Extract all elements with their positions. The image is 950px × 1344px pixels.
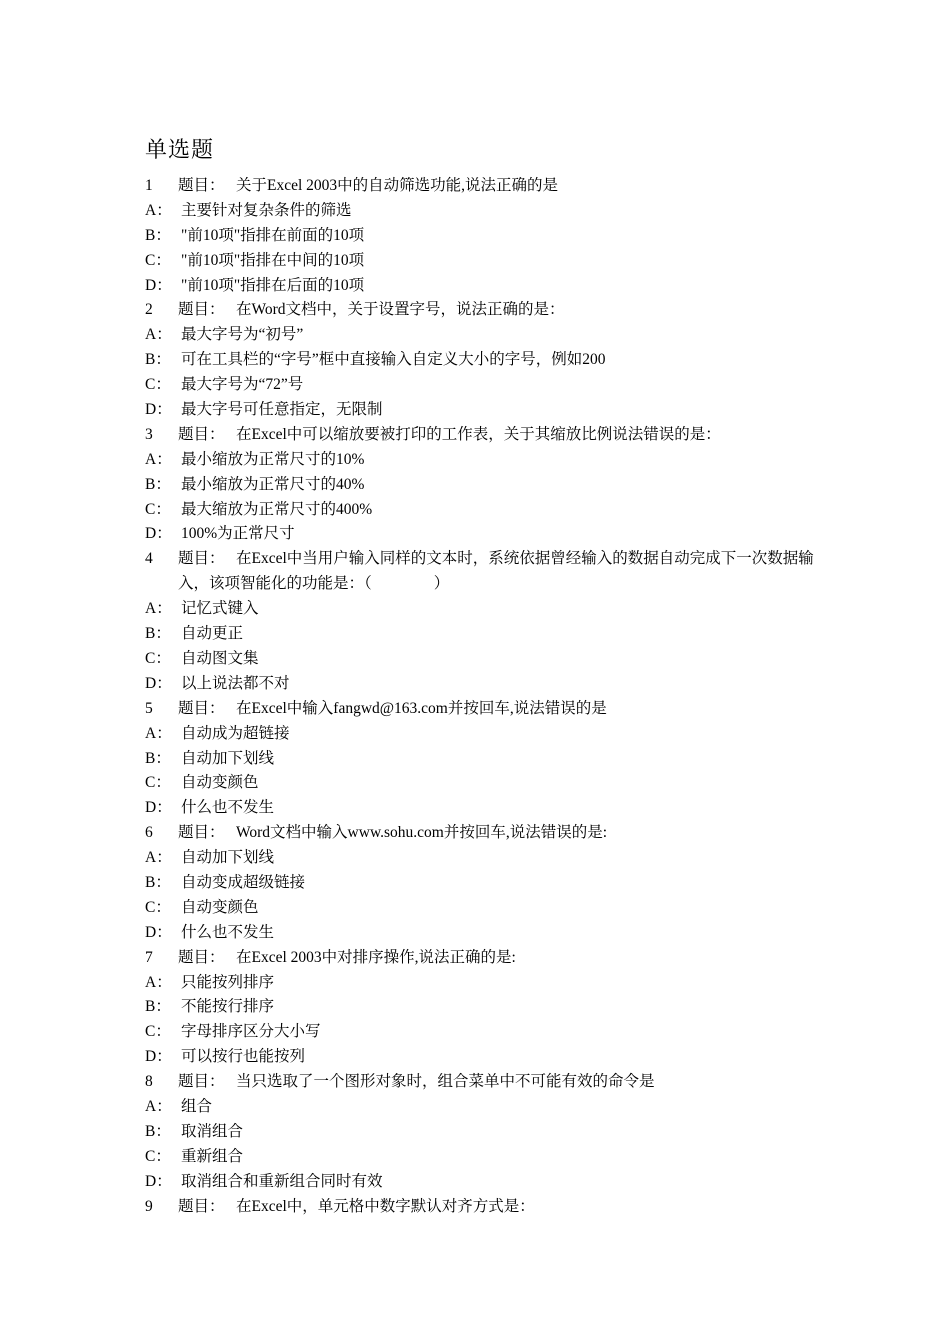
question-label: 题目： <box>178 699 225 717</box>
question-label: 题目： <box>178 550 225 568</box>
option-label: D： <box>145 276 172 294</box>
option-d <box>145 398 815 423</box>
question-number: 4 <box>145 550 153 568</box>
option-label: C： <box>145 649 171 667</box>
option-b <box>145 747 815 772</box>
option-label: B： <box>145 625 171 643</box>
option-c <box>145 498 815 523</box>
option-text: 自动成为超链接 <box>181 724 290 742</box>
option-b <box>145 224 815 249</box>
option-text: 自动变颜色 <box>181 898 259 916</box>
question-label: 题目： <box>178 177 225 194</box>
option-d <box>145 1170 815 1195</box>
question-5 <box>145 697 815 722</box>
option-text: 取消组合 <box>181 1122 244 1140</box>
option-label: A： <box>145 724 172 742</box>
option-text: "前10项"指排在后面的10项 <box>181 276 365 294</box>
option-text: 自动加下划线 <box>181 749 275 767</box>
option-label: D： <box>145 799 172 817</box>
question-text: 在Excel中当用户输入同样的文本时，系统依据曾经输入的数据自动完成下一次数据输入，该项智能化的功能是：（ ） <box>178 550 814 593</box>
option-text: 字母排序区分大小写 <box>181 1023 321 1041</box>
option-b <box>145 871 815 896</box>
question-list <box>145 174 815 1219</box>
option-c <box>145 647 815 672</box>
option-label: A： <box>145 326 172 344</box>
option-a <box>145 971 815 996</box>
option-text: 以上说法都不对 <box>181 674 290 692</box>
option-text: 最大字号为“初号” <box>181 326 304 344</box>
option-label: B： <box>145 351 171 369</box>
question-7 <box>145 946 815 971</box>
option-a <box>145 846 815 871</box>
option-label: D： <box>145 923 172 941</box>
option-b <box>145 995 815 1020</box>
option-text: 100%为正常尺寸 <box>181 525 295 543</box>
option-label: D： <box>145 525 172 543</box>
option-text: 什么也不发生 <box>181 799 275 817</box>
option-a <box>145 323 815 348</box>
option-a <box>145 722 815 747</box>
option-c <box>145 249 815 274</box>
option-label: A： <box>145 1097 172 1115</box>
question-number: 5 <box>145 699 153 717</box>
option-d <box>145 672 815 697</box>
option-label: B： <box>145 749 171 767</box>
question-text: 在Excel中可以缩放要被打印的工作表，关于其缩放比例说法错误的是： <box>236 425 721 443</box>
question-3 <box>145 423 815 448</box>
option-c <box>145 896 815 921</box>
question-label: 题目： <box>178 425 225 443</box>
option-text: 自动图文集 <box>181 649 259 667</box>
question-text: 关于Excel 2003中的自动筛选功能,说法正确的是 <box>236 177 559 194</box>
option-c <box>145 373 815 398</box>
option-c <box>145 1145 815 1170</box>
option-label: B： <box>145 475 171 493</box>
option-text: 主要针对复杂条件的筛选 <box>181 201 352 219</box>
option-b <box>145 473 815 498</box>
section-title: 单选题 <box>145 138 215 163</box>
question-number: 3 <box>145 425 153 443</box>
question-number: 8 <box>145 1073 153 1091</box>
option-text: 组合 <box>181 1097 213 1115</box>
option-text: 记忆式键入 <box>181 600 259 618</box>
option-label: B： <box>145 873 171 891</box>
option-b <box>145 348 815 373</box>
option-label: C： <box>145 376 171 394</box>
question-8 <box>145 1070 815 1095</box>
option-label: C： <box>145 898 171 916</box>
option-text: 只能按列排序 <box>181 973 275 991</box>
question-text: 在Excel中输入fangwd@163.com并按回车,说法错误的是 <box>236 699 607 717</box>
option-text: 不能按行排序 <box>181 998 275 1016</box>
question-text: Word文档中输入www.sohu.com并按回车,说法错误的是: <box>236 824 608 842</box>
option-label: D： <box>145 1048 172 1066</box>
question-label: 题目： <box>178 301 225 319</box>
question-1 <box>145 174 815 199</box>
option-c <box>145 771 815 796</box>
option-label: A： <box>145 849 172 867</box>
option-label: B： <box>145 998 171 1016</box>
question-4 <box>145 547 815 597</box>
question-number: 6 <box>145 824 153 842</box>
question-label: 题目： <box>178 1197 225 1215</box>
option-d <box>145 522 815 547</box>
option-text: 可以按行也能按列 <box>181 1048 306 1066</box>
option-b <box>145 1120 815 1145</box>
option-b <box>145 622 815 647</box>
option-label: A： <box>145 600 172 618</box>
option-d <box>145 1045 815 1070</box>
option-text: 自动加下划线 <box>181 849 275 867</box>
option-text: 最小缩放为正常尺寸的10% <box>181 450 365 468</box>
option-a <box>145 597 815 622</box>
question-6 <box>145 821 815 846</box>
option-label: D： <box>145 401 172 419</box>
question-number: 2 <box>145 301 153 319</box>
option-label: A： <box>145 450 172 468</box>
option-text: 最大缩放为正常尺寸的400% <box>181 500 373 518</box>
question-text: 在Excel中，单元格中数字默认对齐方式是： <box>236 1197 535 1215</box>
option-label: A： <box>145 201 172 219</box>
option-text: 最大字号为“72”号 <box>181 376 304 394</box>
option-label: C： <box>145 1147 171 1165</box>
option-text: 最大字号可任意指定，无限制 <box>181 401 383 419</box>
question-text: 在Word文档中，关于设置字号，说法正确的是： <box>236 301 565 319</box>
option-d <box>145 796 815 821</box>
option-a <box>145 199 815 224</box>
option-label: C： <box>145 251 171 269</box>
question-number: 1 <box>145 177 153 194</box>
option-text: 自动变成超级链接 <box>181 873 306 891</box>
option-text: 什么也不发生 <box>181 923 275 941</box>
option-label: C： <box>145 1023 171 1041</box>
option-d <box>145 921 815 946</box>
option-text: 自动变颜色 <box>181 774 259 792</box>
option-text: 最小缩放为正常尺寸的40% <box>181 475 365 493</box>
question-text: 在Excel 2003中对排序操作,说法正确的是: <box>236 948 516 966</box>
question-9 <box>145 1195 815 1220</box>
question-number: 7 <box>145 948 153 966</box>
option-text: "前10项"指排在前面的10项 <box>181 226 365 244</box>
question-label: 题目： <box>178 824 225 842</box>
option-label: C： <box>145 774 171 792</box>
option-text: 取消组合和重新组合同时有效 <box>181 1172 383 1190</box>
question-text-block <box>178 547 815 597</box>
option-a <box>145 1095 815 1120</box>
question-number: 9 <box>145 1197 153 1215</box>
option-c <box>145 1020 815 1045</box>
option-text: "前10项"指排在中间的10项 <box>181 251 365 269</box>
question-label: 题目： <box>178 1073 225 1091</box>
option-label: A： <box>145 973 172 991</box>
option-d <box>145 274 815 299</box>
option-label: C： <box>145 500 171 518</box>
option-text: 重新组合 <box>181 1147 244 1165</box>
question-2 <box>145 298 815 323</box>
question-label: 题目： <box>178 948 225 966</box>
option-a <box>145 448 815 473</box>
option-label: D： <box>145 674 172 692</box>
option-label: D： <box>145 1172 172 1190</box>
option-text: 可在工具栏的“字号”框中直接输入自定义大小的字号，例如200 <box>181 351 606 369</box>
question-text: 当只选取了一个图形对象时，组合菜单中不可能有效的命令是 <box>236 1073 655 1091</box>
option-text: 自动更正 <box>181 625 244 643</box>
option-label: B： <box>145 226 171 244</box>
option-label: B： <box>145 1122 171 1140</box>
